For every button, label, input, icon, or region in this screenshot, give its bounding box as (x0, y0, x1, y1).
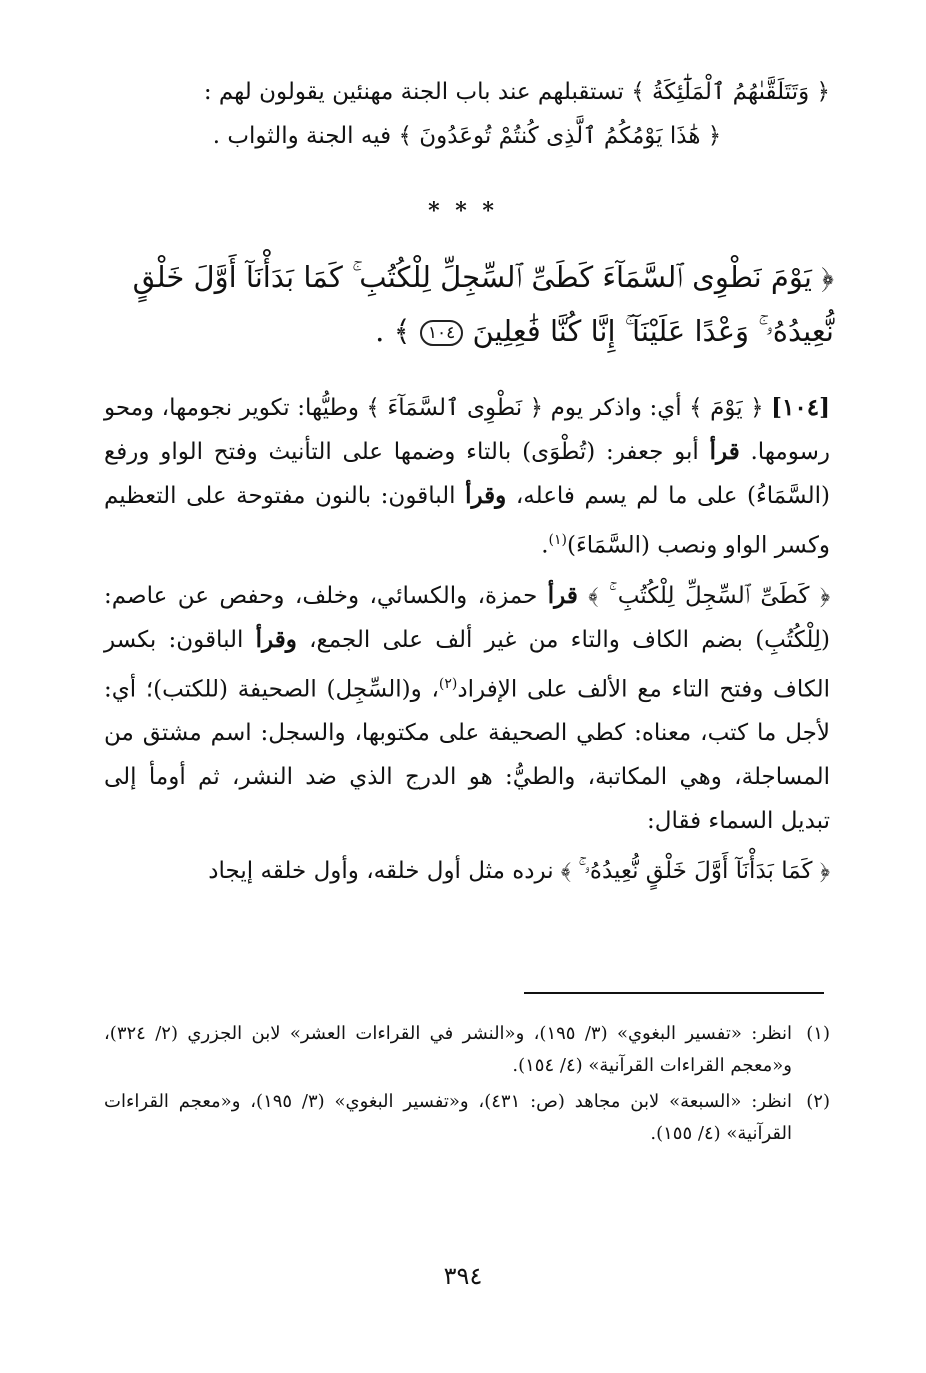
footnote-1 (104, 1018, 830, 1082)
footnote-ref-1: (١) (548, 532, 567, 548)
footnote-ref-2: (٢) (438, 675, 458, 692)
p2-qara-2: وقرأ (255, 625, 297, 653)
page-number: ٣٩٤ (443, 1262, 483, 1290)
p1-end: . (541, 532, 549, 559)
footnote-2 (104, 1086, 830, 1150)
ayah-number-badge: ١٠٤ (420, 320, 463, 346)
verse-line-1: ﴿ يَوْمَ نَطْوِى ٱلسَّمَآءَ كَطَىِّ ٱلسِّجِلِّ لِلْكُتُبِ ۚ كَمَا بَدَأْنَآ أَوَّلَ خَلْقٍ (132, 260, 834, 294)
intro-line-1: ﴿ وَتَتَلَقَّىٰهُمُ ٱلْمَلَٰٓئِكَةُ ﴾ تستقبلهم عند باب الجنة مهنئين يقولون لهم : (203, 79, 830, 105)
p1-text-3: الباقون: بالنون مفتوحة على التعظيم وكسر الواو ونصب (السَّمَاءَ) (104, 483, 830, 559)
footnote-text: انظر: «تفسير البغوي» (٣/ ١٩٥)، و«النشر في القراءات العشر» لابن الجزري (٢/ ٣٢٤)، و«معجم القراءات القرآنية» (٤/ ١٥٤). (104, 1023, 792, 1076)
p1-text: ﴿ يَوْمَ ﴾ أي: واذكر يوم ﴿ نَطْوِى ٱلسَّمَآءَ ﴾ وطيُّها: تكوير نجومها، ومحو رسومها. (104, 395, 831, 465)
p1-qara-1: قرأ (709, 438, 740, 465)
p2-qara-1: قرأ (547, 581, 578, 609)
p1-text-2: أبو جعفر: (تُطْوَى) بالتاء وضمها على التأنيث وفتح الواو ورفع (السَّمَاءُ) على ما لم يسم فاعله، (104, 439, 830, 509)
verse-line-2 (104, 304, 834, 358)
quran-verse (104, 250, 834, 358)
footnote-text: انظر: «السبعة» لابن مجاهد (ص: ٤٣١)، و«تفسير البغوي» (٣/ ١٩٥)، و«معجم القراءات القرآنية» (٤/ ١٥٥). (104, 1091, 793, 1144)
footnote-divider (524, 992, 824, 994)
commentary-block (104, 386, 830, 893)
commentary-paragraph-1 (104, 386, 830, 568)
footnotes (104, 1018, 830, 1154)
p2-text-1: حمزة، والكسائي، وخلف، وحفص عن عاصم: (لِلْكُتُبِ) بضم الكاف والتاء من غير ألف على الجمع، (104, 582, 830, 653)
commentary-paragraph-2 (104, 574, 830, 844)
intro-line-2: ﴿ هَٰذَا يَوْمُكُمُ ٱلَّذِى كُنتُمْ تُوعَدُونَ ﴾ فيه الجنة والثواب . (212, 123, 722, 149)
p2-verse: ﴿ كَطَىِّ ٱلسِّجِلِّ لِلْكُتُبِ ۚ ﴾ (588, 582, 831, 609)
p2-text-3: ، و(السِّجِل) الصحيفة (للكتب)؛ أي: لأجل ما كتب، معناه: كطي الصحيفة على مكتوبها، والسجل: اسم مشتق من المساجلة، وهي المكاتبة، والطيُّ: هو الدرج الذي ضد النشر، ثم أومأ إلى تبديل السماء فقال: (104, 676, 830, 835)
intro-block (104, 70, 830, 158)
section-separator: * * * (428, 198, 498, 224)
verse-line-2-text: نُّعِيدُهُۥ ۚ وَعْدًا عَلَيْنَآ ۚ إِنَّا كُنَّا فَٰعِلِينَ (472, 314, 834, 348)
verse-number-label: [١٠٤] (771, 394, 830, 421)
verse-closing: ﴾ . (375, 314, 411, 348)
footnote-number: (٢) (806, 1091, 830, 1112)
commentary-paragraph-3: ﴿ كَمَا بَدَأْنَآ أَوَّلَ خَلْقٍ نُّعِيدُهُۥ ۚ ﴾ نرده مثل أول خلقه، وأول خلقه إيجاد (208, 858, 830, 885)
p2-text-2: الباقون: بكسر الكاف وفتح التاء مع الألف على الإفراد (104, 626, 830, 703)
footnote-number: (١) (806, 1023, 830, 1044)
p1-qara-2: وقرأ (465, 482, 507, 509)
